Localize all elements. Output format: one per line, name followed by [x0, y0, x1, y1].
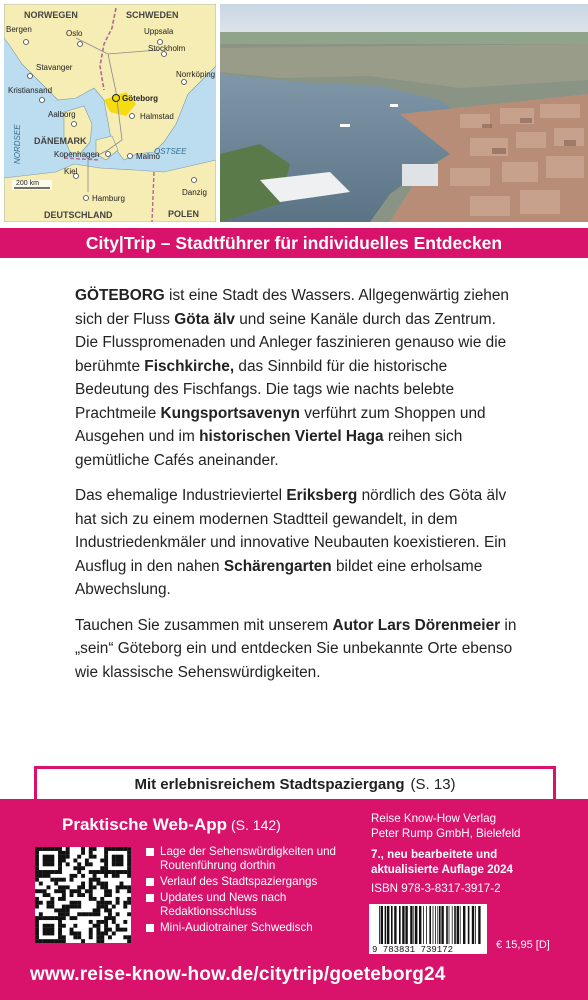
map-city-kiel: Kiel: [64, 167, 78, 176]
overview-map: [4, 4, 216, 222]
barcode-graphic: [369, 904, 487, 954]
bold-term: Eriksberg: [286, 487, 358, 504]
webapp-feature-list: [146, 845, 351, 937]
map-city-goteborg: Göteborg: [122, 94, 158, 103]
text-run: in „sein“ Göteborg ein und entdecken Sie unbekannte Orte ebenso wie klassische Sehenswürdigkeiten.: [75, 616, 517, 681]
map-country-poland: POLEN: [168, 209, 200, 219]
map-sea-baltic: OSTSEE: [154, 147, 187, 156]
city-walk-page: (S. 13): [410, 775, 456, 793]
publisher-name: Reise Know-How Verlag: [371, 812, 497, 825]
webapp-title: [62, 815, 281, 835]
map-city-norrkoping: Norrköping: [176, 70, 216, 79]
isbn: ISBN 978-3-8317-3917-2: [371, 882, 501, 895]
text-run: nördlich des Göta älv hat sich zu einem modernen Stadtteil gewandelt, in dem Industriedenkmäler und innovative Neubauten koexistieren. Ein Ausflug in den nahen: [75, 487, 507, 575]
map-country-germany: DEUTSCHLAND: [44, 210, 113, 220]
publisher-info: [371, 812, 576, 897]
paragraph-2: [75, 484, 523, 602]
edition-line-1: 7., neu bearbeitete und: [371, 848, 498, 861]
webapp-feature-item: Lage der Sehenswürdigkeiten und Routenführung dorthin: [146, 845, 351, 873]
bold-term: Schärengarten: [223, 557, 332, 575]
description-text: [75, 284, 523, 696]
text-run: bildet eine erholsame Abwechslung.: [75, 557, 483, 598]
webapp-feature-item: Verlauf des Stadtspaziergangs: [146, 875, 351, 889]
map-city-danzig: Danzig: [182, 188, 207, 197]
footer-panel: [0, 799, 588, 1000]
map-sea-north: NORDSEE: [13, 124, 22, 164]
series-banner-text: City|Trip – Stadtführer für individuelles Entdecken: [85, 232, 503, 253]
edition-line-2: aktualisierte Auflage 2024: [371, 862, 513, 876]
text-run: Tauchen Sie zusammen mit unserem: [75, 616, 333, 634]
webapp-feature-item: Updates und News nach Redaktionsschluss: [146, 891, 351, 919]
qr-code[interactable]: [35, 847, 131, 943]
city-walk-box: [34, 766, 556, 799]
text-run: reihen sich gemütliche Cafés aneinander.: [75, 428, 463, 469]
map-city-aalborg: Aalborg: [48, 110, 76, 119]
map-city-uppsala: Uppsala: [144, 27, 174, 36]
cover-top: [0, 0, 588, 228]
map-city-halmstad: Halmstad: [140, 112, 174, 121]
map-scale-label: 200 km: [16, 180, 39, 187]
series-banner: [0, 228, 588, 258]
map-city-stockholm: Stockholm: [148, 44, 186, 53]
barcode-digits: 9 783831 739172: [372, 945, 454, 954]
text-run: und seine Kanäle durch das Zentrum. Die Flusspromenaden und Anleger faszinieren genauso wie die berühmte: [75, 310, 507, 375]
text-run: Das ehemalige Industrieviertel: [75, 487, 287, 504]
map-city-kristiansand: Kristiansand: [8, 86, 53, 95]
bullet-square-icon: [146, 924, 154, 932]
publisher-company: Peter Rump GmbH, Bielefeld: [371, 826, 521, 840]
map-country-norway: NORWEGEN: [24, 10, 78, 20]
paragraph-3: [75, 614, 523, 685]
webapp-page: (S. 142): [231, 817, 281, 833]
city-walk-label: Mit erlebnisreichem Stadtspaziergang: [134, 775, 405, 793]
barcode: [369, 904, 487, 954]
bold-term: Göta älv: [174, 310, 235, 328]
city-aerial-photo: [220, 4, 588, 222]
price: € 15,95 [D]: [496, 939, 550, 951]
bullet-square-icon: [146, 848, 154, 856]
map-graphic: [4, 4, 216, 222]
text-run: ist eine Stadt des Wassers. Allgegenwärtig ziehen sich der Fluss: [75, 287, 509, 328]
bold-term: GÖTEBORG: [75, 287, 165, 304]
bold-term: Autor Lars Dörenmeier: [332, 616, 501, 634]
map-city-oslo: Oslo: [66, 29, 83, 38]
map-country-denmark: DÄNEMARK: [34, 136, 87, 146]
bold-term: Kungsportsavenyn: [160, 404, 300, 422]
photo-graphic: [220, 4, 588, 222]
website-link[interactable]: www.reise-know-how.de/citytrip/goeteborg24: [30, 964, 446, 985]
map-city-malmo: Malmö: [136, 152, 161, 161]
bold-term: Fischkirche,: [144, 357, 235, 375]
text-run: das Sinnbild für die historische Bedeutung des Fischfangs. Die tags wie nachts belebte Prachtmeile: [75, 357, 455, 422]
map-city-bergen: Bergen: [6, 25, 32, 34]
text-run: verführt zum Shoppen und Ausgehen und im: [75, 404, 486, 445]
paragraph-1: [75, 284, 523, 472]
webapp-feature-item: Mini-Audiotrainer Schwedisch: [146, 921, 351, 935]
map-city-stavanger: Stavanger: [36, 63, 73, 72]
map-city-kopenhagen: Kopenhagen: [54, 150, 100, 159]
map-city-hamburg: Hamburg: [92, 194, 125, 203]
qr-code-graphic: [35, 847, 131, 943]
bold-term: historischen Viertel Haga: [199, 428, 384, 445]
bullet-square-icon: [146, 878, 154, 886]
map-country-sweden: SCHWEDEN: [126, 10, 179, 20]
bullet-square-icon: [146, 894, 154, 902]
webapp-title-text: Praktische Web-App: [62, 815, 228, 834]
